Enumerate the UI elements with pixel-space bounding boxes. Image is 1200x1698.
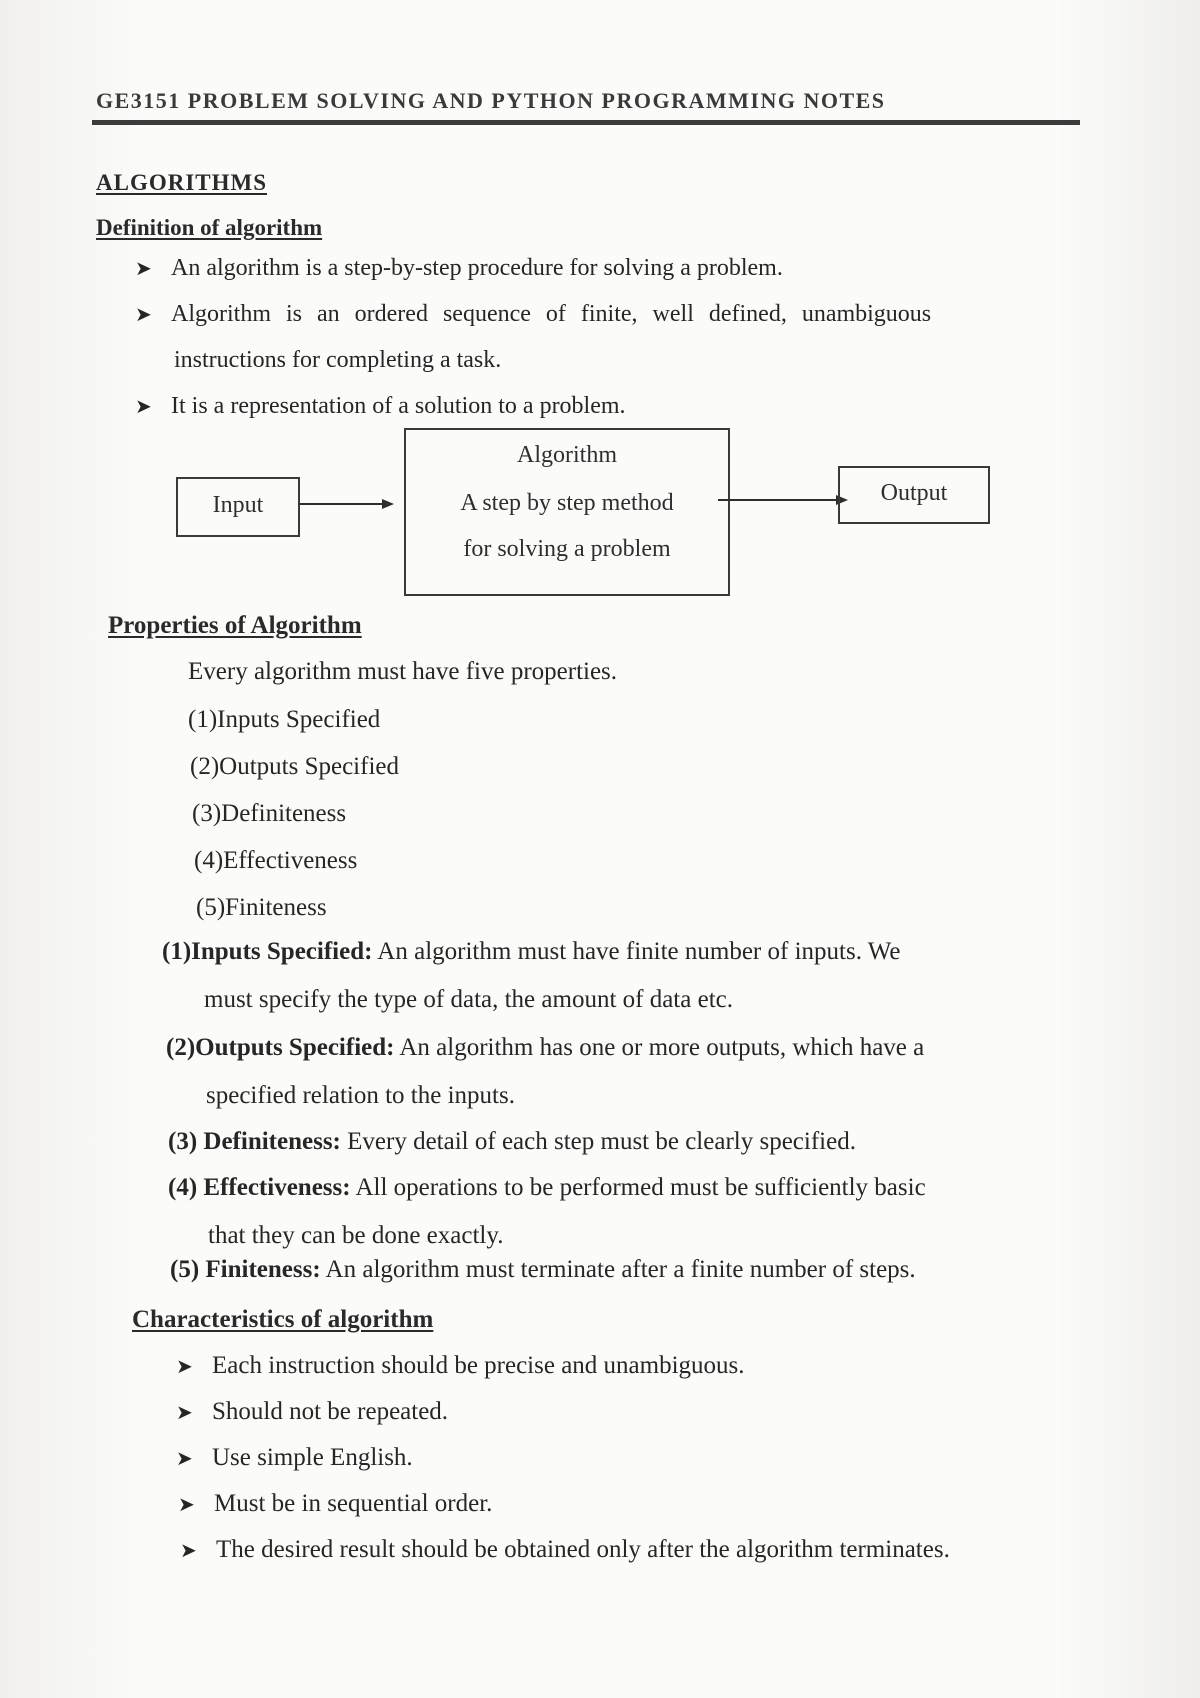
properties-list-item-1: (1)Inputs Specified xyxy=(188,706,381,733)
properties-list-item-4: (4)Effectiveness xyxy=(194,847,358,874)
section-title: ALGORITHMS xyxy=(96,170,268,195)
property-term: (3) Definiteness: xyxy=(168,1128,341,1155)
definition-bullet-2-cont: instructions for completing a task. xyxy=(174,347,502,373)
properties-intro: Every algorithm must have five properties. xyxy=(188,658,618,685)
property-detail-3: (3) Definiteness: Every detail of each step must be clearly specified. xyxy=(168,1128,856,1155)
characteristics-bullet-3: ➤ Use simple English. xyxy=(176,1444,413,1471)
header-title: GE3151 PROBLEM SOLVING AND PYTHON PROGRAMMING NOTES xyxy=(96,88,886,113)
arrow-algorithm-to-output xyxy=(718,492,848,508)
diagram-input-box xyxy=(176,477,300,537)
property-detail-1-cont: must specify the type of data, the amount of data etc. xyxy=(204,986,733,1013)
diagram-algorithm-line1: A step by step method xyxy=(460,490,674,516)
definition-heading: Definition of algorithm xyxy=(96,215,323,240)
property-detail-4: (4) Effectiveness: All operations to be performed must be sufficiently basic xyxy=(168,1174,926,1201)
properties-list-item-3: (3)Definiteness xyxy=(192,800,347,827)
characteristics-heading: Characteristics of algorithm xyxy=(132,1306,434,1333)
diagram-algorithm-box xyxy=(404,428,730,596)
bullet-arrow-icon: ➤ xyxy=(135,304,152,326)
diagram-algorithm-title: Algorithm xyxy=(517,442,617,468)
diagram-output-box xyxy=(838,466,990,524)
property-detail-4-cont: that they can be done exactly. xyxy=(208,1222,504,1249)
header-rule xyxy=(92,120,1080,125)
diagram-input-label: Input xyxy=(212,492,264,518)
bullet-arrow-icon: ➤ xyxy=(176,1402,193,1424)
property-detail-2-cont: specified relation to the inputs. xyxy=(206,1082,515,1109)
diagram-algorithm-line2: for solving a problem xyxy=(463,536,671,562)
bullet-arrow-icon: ➤ xyxy=(135,258,152,280)
property-detail-2: (2)Outputs Specified: An algorithm has one or more outputs, which have a xyxy=(166,1034,925,1061)
properties-list-item-2: (2)Outputs Specified xyxy=(190,753,399,780)
property-term: (2)Outputs Specified: xyxy=(166,1034,395,1061)
definition-bullet-2: ➤ Algorithm is an ordered sequence of finite, well defined, unambiguous xyxy=(135,301,932,327)
arrow-input-to-algorithm xyxy=(298,496,394,512)
properties-heading: Properties of Algorithm xyxy=(108,612,362,639)
bullet-arrow-icon: ➤ xyxy=(176,1448,193,1470)
property-term: (5) Finiteness: xyxy=(170,1256,321,1283)
bullet-arrow-icon: ➤ xyxy=(135,396,152,418)
bullet-arrow-icon: ➤ xyxy=(178,1494,195,1516)
property-term: (1)Inputs Specified: xyxy=(162,938,373,965)
bullet-arrow-icon: ➤ xyxy=(180,1540,197,1562)
property-term: (4) Effectiveness: xyxy=(168,1174,351,1201)
property-detail-1: (1)Inputs Specified: An algorithm must have finite number of inputs. We xyxy=(162,938,901,965)
characteristics-bullet-1: ➤ Each instruction should be precise and unambiguous. xyxy=(176,1352,745,1379)
characteristics-bullet-2: ➤ Should not be repeated. xyxy=(176,1398,449,1425)
definition-bullet-1: ➤ An algorithm is a step-by-step procedure for solving a problem. xyxy=(135,255,783,281)
characteristics-bullet-5: ➤ The desired result should be obtained only after the algorithm terminates. xyxy=(180,1536,950,1563)
bullet-arrow-icon: ➤ xyxy=(176,1356,193,1378)
diagram-output-label: Output xyxy=(880,480,948,506)
property-detail-5: (5) Finiteness: An algorithm must terminate after a finite number of steps. xyxy=(170,1256,916,1283)
properties-list-item-5: (5)Finiteness xyxy=(196,894,327,921)
definition-bullet-3: ➤ It is a representation of a solution to a problem. xyxy=(135,393,626,419)
characteristics-bullet-4: ➤ Must be in sequential order. xyxy=(178,1490,493,1517)
